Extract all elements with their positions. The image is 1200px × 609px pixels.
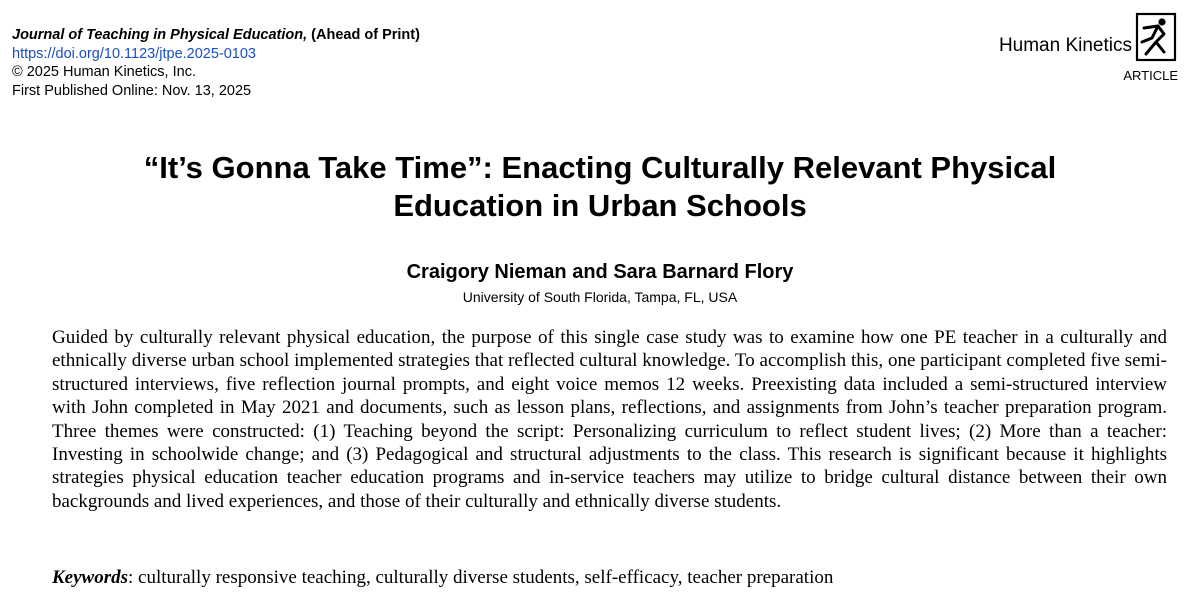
article-header xyxy=(12,26,420,100)
journal-status: (Ahead of Print) xyxy=(307,27,420,43)
author-affiliation: University of South Florida, Tampa, FL, USA xyxy=(462,289,738,305)
journal-citation xyxy=(12,26,420,45)
keywords-line xyxy=(52,566,1167,589)
keywords-label: Keywords xyxy=(52,567,128,588)
author-list: Craigory Nieman and Sara Barnard Flory xyxy=(406,261,794,283)
human-kinetics-logo-icon xyxy=(1134,12,1178,62)
article-title-line-1: “It’s Gonna Take Time”: Enacting Culturally Relevant Physical xyxy=(143,150,1057,185)
publisher-block xyxy=(958,10,1178,90)
keywords-separator: : xyxy=(128,567,139,588)
article-title-line-2: Education in Urban Schools xyxy=(393,188,807,223)
article-type-label: ARTICLE xyxy=(1123,68,1178,83)
article-title xyxy=(0,149,1200,225)
keywords-list: culturally responsive teaching, culturally diverse students, self-efficacy, teacher preparation xyxy=(138,567,834,588)
publisher-name: Human Kinetics xyxy=(998,35,1132,56)
journal-name: Journal of Teaching in Physical Education, xyxy=(12,27,308,43)
doi-link[interactable]: https://doi.org/10.1123/jtpe.2025-0103 xyxy=(12,45,257,62)
abstract-text: Guided by culturally relevant physical education, the purpose of this single case study was to examine how one PE teacher in a culturally and ethnically diverse urban school implemented strategies that reflected cultural knowledge. To accomplish this, one participant completed five semi-structured interviews, five reflection journal prompts, and eight voice memos 12 weeks. Preexisting data included a semi-structured interview with John completed in May 2021 and documents, such as lesson plans, reflections, and assignments from John’s teacher preparation program. Three themes were constructed: (1) Teaching beyond the script: Personalizing curriculum to reflect student lives; (2) More than a teacher: Investing in schoolwide change; and (3) Pedagogical and structural adjustments to the class. This research is significant because it highlights strategies physical education teacher education programs and in-service teachers may utilize to bridge cultural distance between their own backgrounds and lived experiences, and those of their culturally and ethnically diverse students. xyxy=(52,327,1167,512)
copyright-notice: © 2025 Human Kinetics, Inc. xyxy=(12,64,196,80)
publication-date: First Published Online: Nov. 13, 2025 xyxy=(12,82,252,99)
